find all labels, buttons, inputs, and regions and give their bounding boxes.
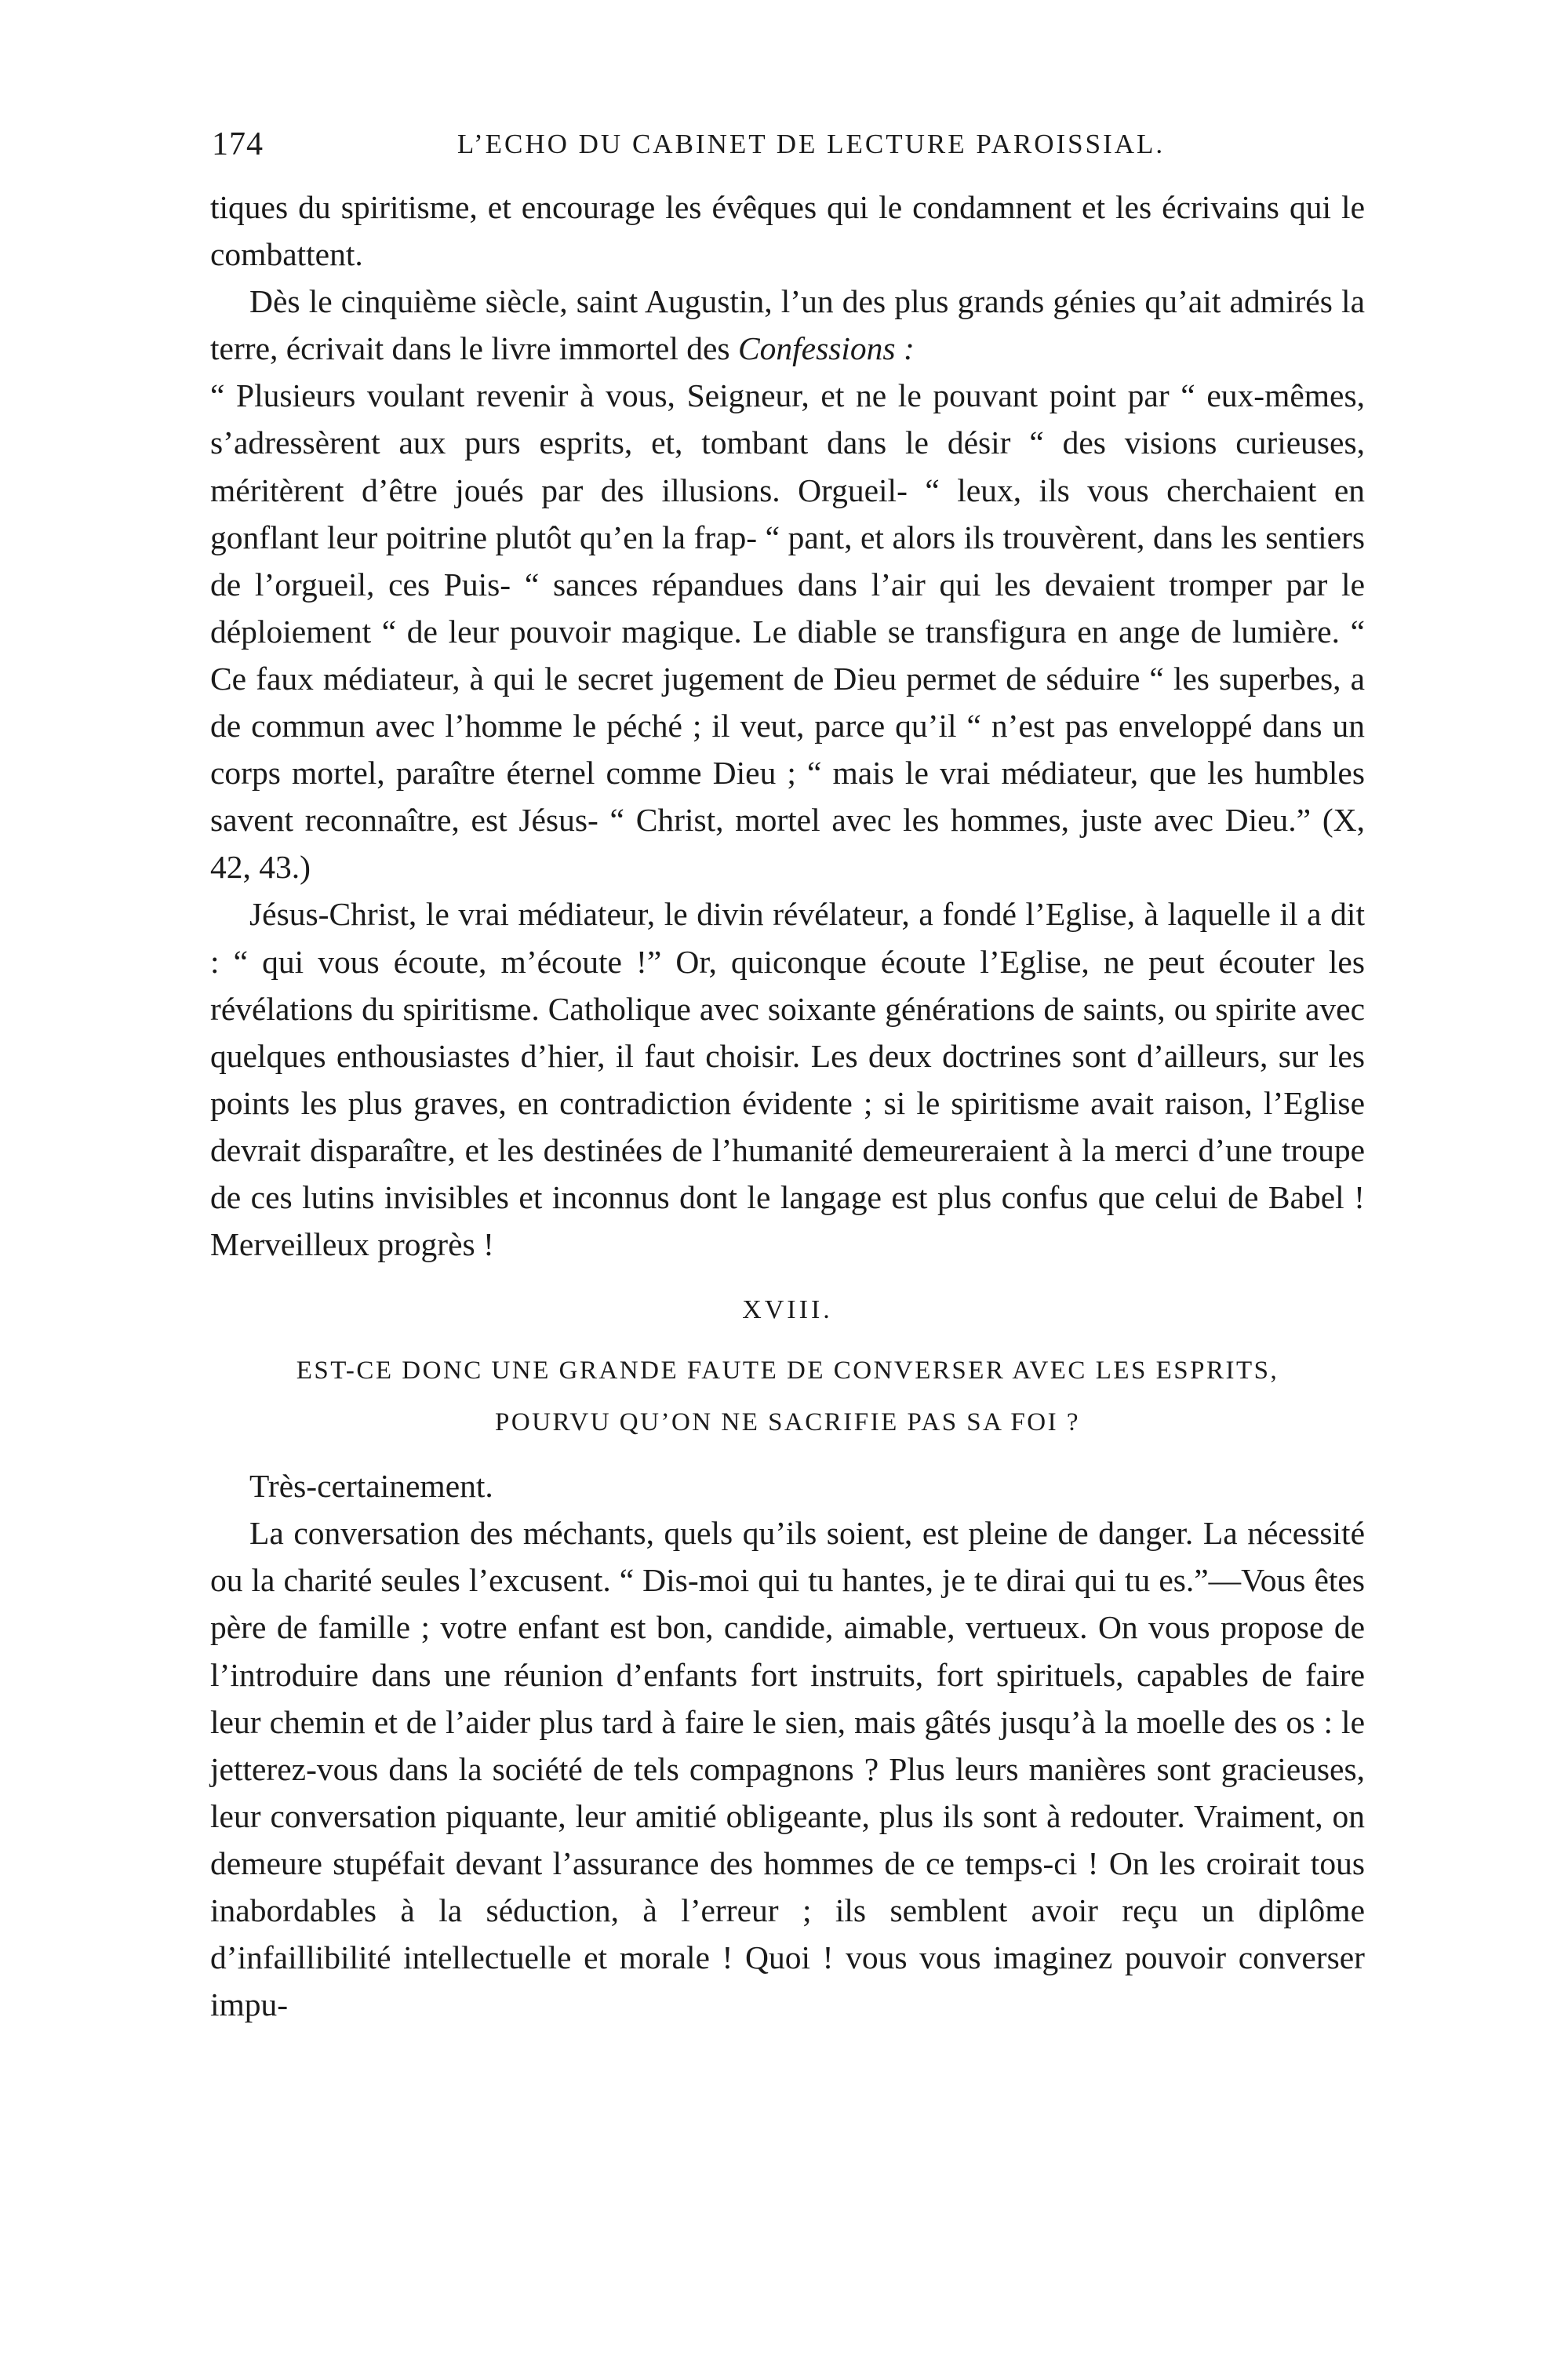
intro-paragraph: tiques du spiritisme, et encourage les évêques qui le condamnent et les écrivains qui le combattent. [210, 189, 1365, 273]
running-header [210, 126, 1365, 173]
section-title [210, 1345, 1365, 1448]
jesus-christ-paragraph: Jésus-Christ, le vrai médiateur, le divin révélateur, a fondé l’Eglise, à laquelle il a dit : “ qui vous écoute, m’écoute !” Or, quiconque écoute l’Eglise, ne peut écouter les révélations du spiritisme. Catholique avec soixante générations de saints, ou spirite avec quelques enthousiastes d’hier, il faut choisir. Les deux doctrines sont d’ailleurs, sur les points les plus graves, en contradiction évidente ; si le spiritisme avait raison, l’Eglise devrait disparaître, et les destinées de l’humanité demeureraient à la merci d’une troupe de ces lutins invisibles et inconnus dont le langage est plus confus que celui de Babel ! Merveilleux progrès ! [210, 896, 1365, 1263]
confessions-quote [210, 372, 1365, 890]
section-body [210, 1462, 1365, 2028]
running-title: L’ECHO DU CABINET DE LECTURE PAROISSIAL. [457, 129, 1166, 159]
book-page [210, 126, 1365, 2028]
augustin-paragraph [210, 278, 1365, 372]
section-title-line-1: EST-CE DONC UNE GRANDE FAUTE DE CONVERSER AVEC LES ESPRITS, [296, 1356, 1279, 1385]
body-text [210, 184, 1365, 1268]
section-number: XVIII. [742, 1295, 833, 1325]
page-number: 174 [212, 126, 264, 162]
section-paragraph: La conversation des méchants, quels qu’ils soient, est pleine de danger. La nécessité ou la charité seules l’excusent. “ Dis-moi qui tu hantes, je te dirai qui tu es.”—Vous êtes père de famille ; votre enfant est bon, candide, aimable, vertueux. On vous propose de l’introduire dans une réunion d’enfants fort instruits, fort spirituels, capables de faire leur chemin et de l’aider plus tard à faire le sien, mais gâtés jusqu’à la moelle des os : le jetterez-vous dans la société de tels compagnons ? Plus leurs manières sont gracieuses, leur conversation piquante, leur amitié obligeante, plus ils sont à redouter. Vraiment, on demeure stupéfait devant l’assurance des hommes de ce temps-ci ! On les croirait tous inabordables à la séduction, à l’erreur ; ils semblent avoir reçu un diplôme d’infaillibilité intellectuelle et morale ! Quoi ! vous vous imaginez pouvoir converser impu- [210, 1515, 1365, 2023]
section-answer: Très-certainement. [249, 1468, 493, 1505]
augustin-work-title: Confessions : [737, 330, 915, 367]
quote-text: “ Plusieurs voulant revenir à vous, Seigneur, et ne le pouvant point par “ eux-mêmes, s’adressèrent aux purs esprits, et, tombant dans le désir “ des visions curieuses, méritèrent d’être joués par des illusions. Orgueil- “ leux, ils vous cherchaient en gonflant leur poitrine plutôt qu’en la frap- “ pant, et alors ils trouvèrent, dans les sentiers de l’orgueil, ces Puis- “ sances répandues dans l’air qui les devaient tromper par le déploiement “ de leur pouvoir magique. Le diable se transfigura en ange de lumière. “ Ce faux médiateur, à qui le secret jugement de Dieu permet de séduire “ les superbes, a de commun avec l’homme le péché ; il veut, parce qu’il “ n’est pas enveloppé dans un corps mortel, paraître éternel comme Dieu ; “ mais le vrai médiateur, que les humbles savent reconnaître, est Jésus- “ Christ, mortel avec les hommes, juste avec Dieu.” (X, 42, 43.) [210, 377, 1365, 886]
augustin-paragraph-lead: Dès le cinquième siècle, saint Augustin, l’un des plus grands génies qu’ait admirés la terre, écrivait dans le livre immortel des [210, 283, 1365, 367]
section-title-line-2: POURVU QU’ON NE SACRIFIE PAS SA FOI ? [495, 1408, 1080, 1437]
